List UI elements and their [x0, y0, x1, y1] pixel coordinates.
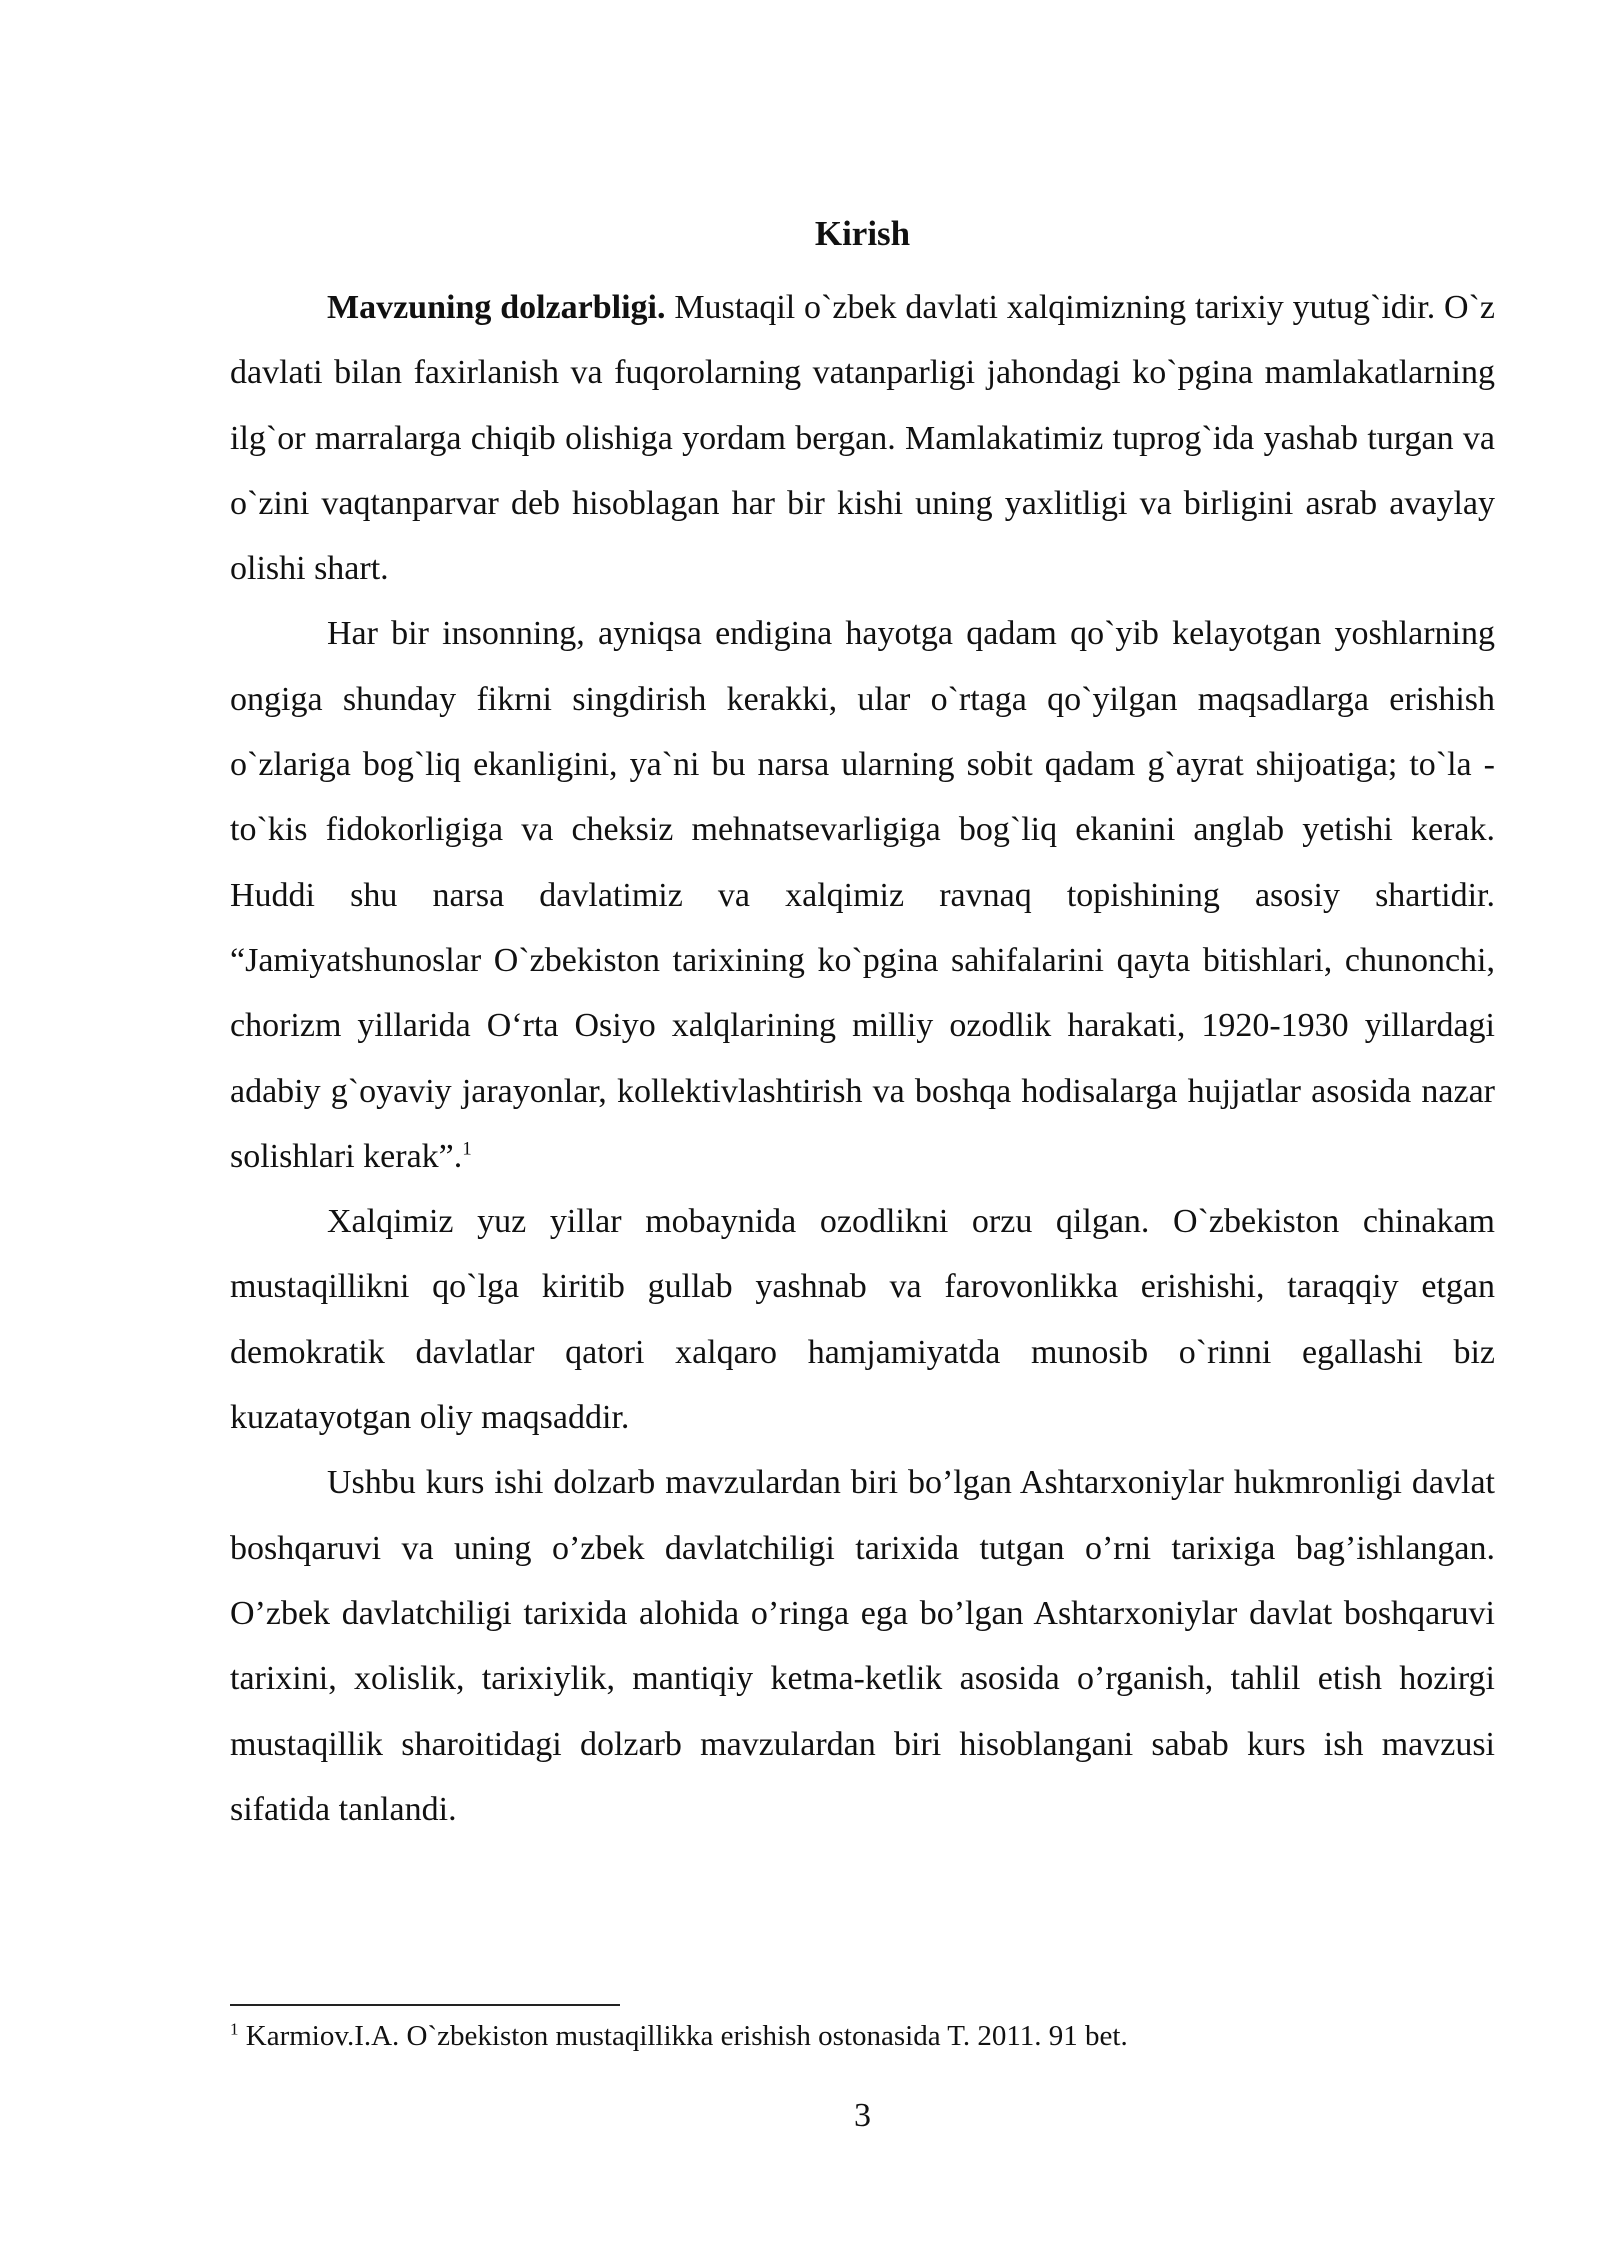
page-number: 3 — [854, 2097, 871, 2134]
paragraph-youth — [230, 601, 1495, 1189]
paragraph-text: Xalqimiz yuz yillar mobaynida ozodlikni orzu qilgan. O`zbekiston chinakam mustaqillikni qo`lga kiritib gullab yashnab va farovonlikka erishishi, taraqqiy etgan demokratik davlatlar qatori xalqaro hamjamiyatda munosib o`rinni egallashi biz kuzatayotgan oliy maqsaddir. — [230, 1203, 1495, 1437]
footnote-marker: 1 — [230, 2019, 239, 2039]
paragraph-course-work — [230, 1450, 1495, 1842]
paragraph-relevance — [230, 275, 1495, 601]
footnote-separator — [230, 2004, 620, 2006]
footnote-text: Karmiov.I.A. O`zbekiston mustaqillikka erishish ostonasida T. 2011. 91 bet. — [238, 2020, 1128, 2052]
paragraph-freedom — [230, 1189, 1495, 1450]
paragraph-text: Mustaqil o`zbek davlati xalqimizning tarixiy yutug`idir. O`z davlati bilan faxirlanish va fuqorolarning vatanparligi jahondagi ko`pgina mamlakatlarning ilg`or marralarga chiqib olishiga yordam bergan. Mamlakatimiz tuprog`ida yashab turgan va o`zini vaqtanparvar deb hisoblagan har bir kishi uning yaxlitligi va birligini asrab avaylay olishi shart. — [230, 289, 1496, 588]
document-body — [230, 210, 1495, 1842]
footnote-reference[interactable]: 1 — [462, 1138, 472, 1160]
page-title: Kirish — [814, 214, 911, 253]
paragraph-text: Har bir insonning, ayniqsa endigina hayotga qadam qo`yib kelayotgan yoshlarning ongiga shunday fikrni singdirish kerakki, ular o`rtaga qo`yilgan maqsadlarga erishish o`zlariga bog`liq ekanligini, ya`ni bu narsa ularning sobit qadam g`ayrat shijoatiga; to`la -to`kis fidokorligiga va cheksiz mehnatsevarligiga bog`liq ekanini anglab yetishi kerak. Huddi shu narsa davlatimiz va xalqimiz ravnaq topishining asosiy shartidir. “Jamiyatshunoslar O`zbekiston tarixining ko`pgina sahifalarini qayta bitishlari, chunonchi, chorizm yillarida O‘rta Osiyo xalqlarining milliy ozodlik harakati, 1920-1930 yillardagi adabiy g`oyaviy jarayonlar, kollektivlashtirish va boshqa hodisalarga hujjatlar asosida nazar solishlari kerak”. — [230, 615, 1495, 1175]
paragraph-text: Ushbu kurs ishi dolzarb mavzulardan biri bo’lgan Ashtarxoniylar hukmronligi davlat boshqaruvi va uning o’zbek davlatchiligi tarixida tutgan o’rni tarixiga bag’ishlangan. O’zbek davlatchiligi tarixida alohida o’ringa ega bo’lgan Ashtarxoniylar davlat boshqaruvi tarixini, xolislik, tarixiylik, mantiqiy ketma-ketlik asosida o’rganish, tahlil etish hozirgi mustaqillik sharoitidagi dolzarb mavzulardan biri hisoblangani sabab kurs ish mavzusi sifatida tanlandi. — [230, 1464, 1495, 1828]
footnote — [230, 2016, 1495, 2056]
paragraph-lead-heading: Mavzuning dolzarbligi. — [327, 289, 666, 326]
